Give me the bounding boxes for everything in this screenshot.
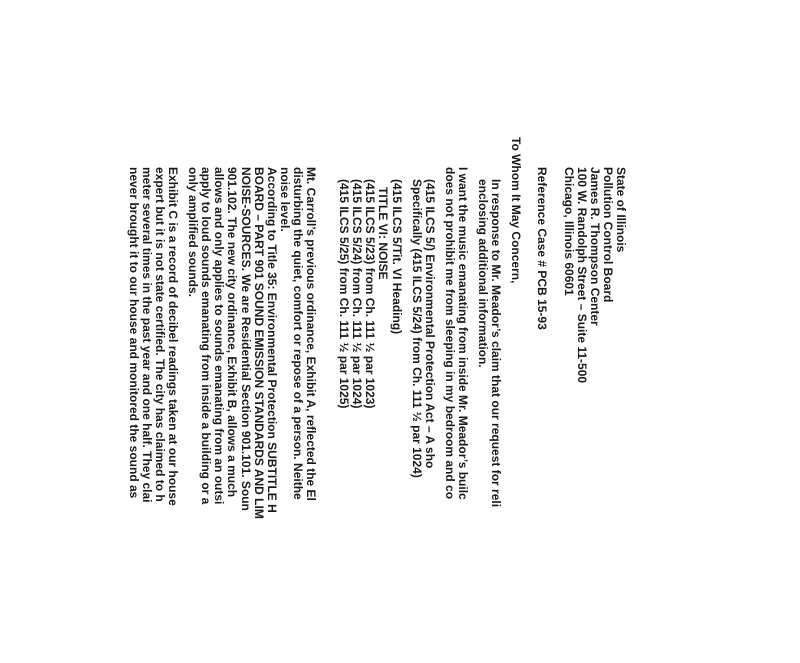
request-line-2: does not prohibit me from sleeping in my bedroom and co [442,167,457,500]
address-line-center: James R. Thompson Center [587,167,602,326]
ordinance-line-2: disturbing the quiet, comfort or repose of a person. Neithe [290,167,305,500]
ordinance-line-8: allows and only applies to sounds emanating from an outsi [212,167,227,505]
salutation: To Whom It May Concern, [509,137,524,284]
ordinance-line-5: BOARD – PART 901 SOUND EMISSION STANDARDS AND LIM [251,167,266,519]
exhibit-b-ref: Exhibit B [225,356,240,409]
citation-title: TITLE VI: NOISE [376,187,391,280]
reference-case: Reference Case # PCB 15-93 [535,167,550,330]
citation-1: (415 ILCS 5/23) from Ch. 111 ½ par 1023) [363,179,378,409]
ordinance-line-4: According to Title 35: Environmental Protection SUBTITLE H [264,167,279,513]
act-line-2: Specifically (415 ILCS 5/24) from Ch. 111 ½ par 1024) [409,179,424,478]
citation-2: (415 ILCS 5/24) from Ch. 111 ½ par 1024) [350,179,365,409]
exhibit-c-line-4: never brought it to our house and monitored the sound as [126,167,141,499]
exhibit-c-line-3: meter several times in the past year and one half. They clai [139,167,154,503]
address-line-board: Pollution Control Board [600,167,615,303]
ordinance-line-1: Mt. Carroll’s previous ordinance, Exhibit A, reflected the El [304,167,319,501]
ordinance-line-3: noise level. [277,167,292,232]
intro-line-2: enclosing additional information. [476,179,491,368]
intro-line-1: In response to Mr. Meador’s claim that our request for reli [489,179,504,508]
request-line-1: I want the music emanating from inside Mr. Meador’s builc [455,167,470,500]
exhibit-c-line-2: expert but it is not state certified. The city has claimed to h [153,167,167,502]
ordinance-line-7: 901.102. The new city ordinance, Exhibit B, allows a much [225,167,240,498]
letter-page [67,103,627,663]
ordinance-line-6: NOISE-SOURCES. We are Residential Section 901.101. Soun [238,167,253,511]
exhibit-c-line-1: Exhibit C is a record of decibel readings taken at our house [166,167,181,506]
exhibit-a-ref: Exhibit A [304,356,319,409]
act-line-1: (415 ILCS 5/) Environmental Protection Act – A sho [422,179,437,469]
citation-3: (415 ILCS 5/25) from Ch. 111 ½ par 1025) [337,179,352,409]
address-line-city: Chicago, Illinois 60601 [561,167,576,296]
address-line-state: State of Illinois [614,167,628,253]
ordinance-line-9: apply to loud sounds emanating from inside a building or a [199,167,214,505]
ordinance-line-10: only amplified sounds. [186,167,201,298]
citation-heading: (415 ILCS 5/Tit. VI Heading) [389,179,404,335]
address-line-street: 100 W. Randolph Street – Suite 11-500 [574,167,589,384]
exhibit-c-ref: Exhibit C [166,167,181,220]
